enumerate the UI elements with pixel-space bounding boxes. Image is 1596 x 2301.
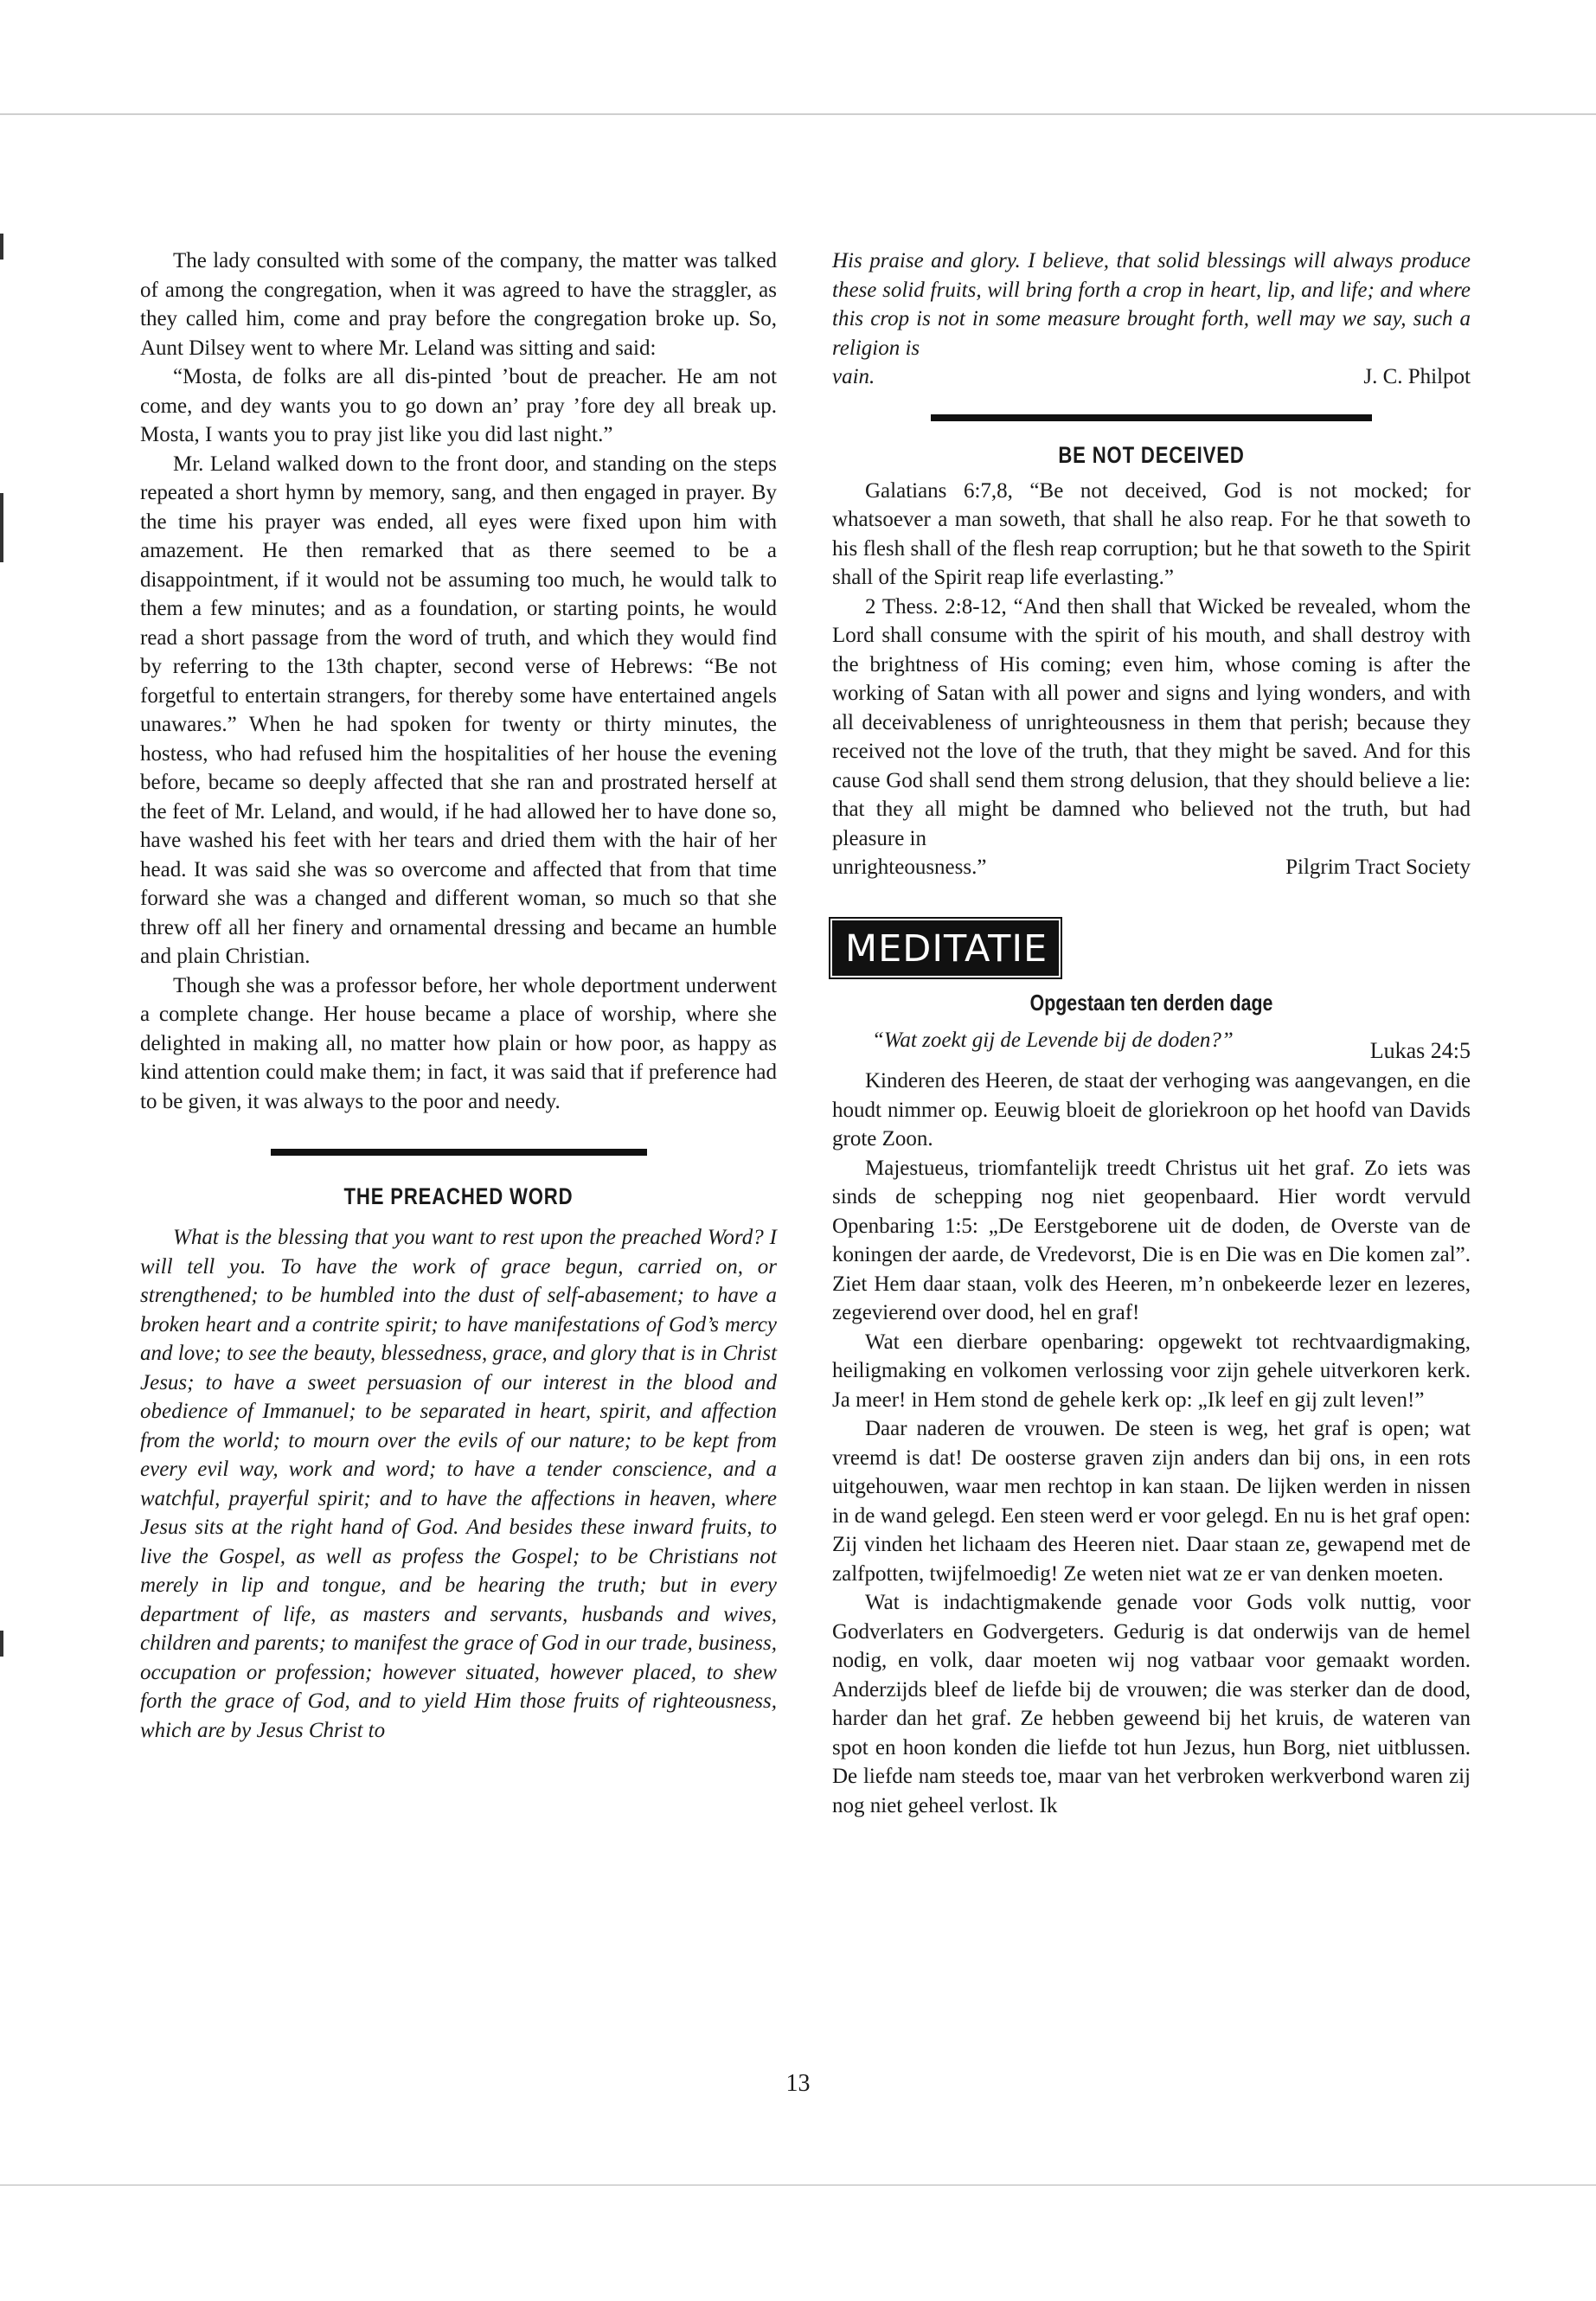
paragraph: Though she was a professor before, her whole deportment underwent a complete change. Her house became a place of worship, where she delighted in making all, no matter how plain or how poor, as happy as kind attention could make them; in fact, it was said that if preference had to be given, it was always to the poor and needy. [140,973,777,1113]
paragraph: Wat een dierbare openbaring: opgewekt tot rechtvaardigmaking, heiligmaking en volkomen verlossing voor zijn gehele uitverkoren kerk. Ja meer! in Hem stond de gehele kerk op: „Ik leef en gij zult leven!” [832,1330,1471,1412]
italic-paragraph: What is the blessing that you want to rest upon the preached Word? I will tell you. To have the work of grace begun, carried on, or strengthened; to be humbled into the dust of self-abasement; to have a broken heart and a contrite spirit; to have manifestations of God’s mercy and love; to see the beauty, blessedness, grace, and glory that is in Christ Jesus; to have a sweet persuasion of our interest in the blood and obedience of Immanuel; to be separated in heart, spirit, and affection from the world; to mourn over the evils of our nature; to be kept from every evil way, work and word; to have a tender conscience, and a watchful, prayerful spirit; and to have the affections in heaven, where Jesus sits at the right hand of God. And besides these inward fruits, to live the Gospel, as well as profess the Gospel; to be Christians not merely in lip and tongue, and be hearing the truth; but in every department of life, as masters and servants, husbands and wives, children and parents; to manifest the grace of God in our trade, business, occupation or profession; however situated, however placed, to shew forth the grace of God, and to yield Him those fruits of righteousness, which are by Jesus Christ to [140,1226,778,1742]
paragraph: Kinderen des Heeren, de staat der verhoging was aangevangen, en die houdt nimmer op. Eeuwig bloeit de gloriekroon op het hoofd van Davids grote Zoon. [832,1069,1471,1150]
paragraph: Daar naderen de vrouwen. De steen is weg, het graf is open; wat vreemd is dat! De oosterse graven zijn anders dan bij ons, in een rots uitgehouwen, waar men rechtop in kan staan. De lijken werden in nissen in de wand gelegd. Een steen werd er voor gelegd. En nu is het graf open: Zij vinden het lichaam des Heeren niet. Daar staan ze, gewapend met de zalfpotten, twijfelmoedig! Ze weten niet wat ze er van denken moeten. [832,1417,1471,1586]
attribution-line [832,362,1471,392]
italic-last-word: vain. [832,365,875,388]
section-heading-preached-word: THE PREACHED WORD [343,1183,574,1209]
paragraph: 2 Thess. 2:8-12, “And then shall that Wicked be revealed, whom the Lord shall consume with the spirit of his mouth, and shall destroy with the brightness of His coming; even him, whose coming is after the working of Satan with all power and signs and lying wonders, and with all deceivableness of unrighteousness in them that perish; because they received not the love of the truth, that they might be saved. And for this cause God shall send them strong delusion, that they should believe a lie: that they all might be damned who believed not the truth, but had pleasure in [832,594,1471,850]
italic-continuation: His praise and glory. I believe, that solid blessings will always produce these solid fruits, will bring forth a crop in heart, lip, and life; and where this crop is not in some measure brought forth, well may we say, such a religion is [832,249,1471,360]
meditation-title: Opgestaan ten derden dage [1029,989,1273,1016]
right-column [832,247,1471,1820]
scan-edge-mark [0,234,3,260]
left-column [140,247,777,1745]
quote-reference: Lukas 24:5 [1369,1037,1471,1063]
meditatie-banner: MEDITATIE [832,920,1059,976]
section-divider [931,414,1372,421]
scan-top-edge [0,113,1596,115]
section-heading-be-not-deceived: BE NOT DECEIVED [1058,441,1245,468]
paragraph: Majestueus, triomfantelijk treedt Christus uit het graf. Zo iets was sinds de schepping nog niet geopenbaard. Hier wordt vervuld Openbaring 1:5: „De Eerstgeborene uit de doden, de Overste van de koningen der aarde, de Vredevorst, Die is en Die was en Die komen zal”. Ziet Hem daar staan, volk des Heeren, m’n onbekeerde lezer en lezeres, zegevierend over dood, hel en graf! [832,1156,1471,1324]
section-divider [271,1149,647,1156]
attribution: J. C. Philpot [1363,365,1471,388]
scan-edge-mark [0,1631,3,1657]
paragraph: The lady consulted with some of the company, the matter was talked of among the congregation, when it was agreed to have the straggler, as they called him, come and pray before the congregation broke up. So, Aunt Dilsey went to where Mr. Leland was sitting and said: [140,249,777,360]
paragraph: “Mosta, de folks are all dis-pinted ’bout de preacher. He am not come, and dey wants you to go down an’ pray ’fore dey all break up. Mosta, I wants you to pray jist like you did last night.” [140,365,777,446]
scan-bottom-edge [0,2184,1596,2186]
scripture-quote [832,1026,1471,1063]
scan-edge-mark [0,493,3,562]
quote-text: “Wat zoekt gij de Levende bij de doden?” [872,1028,1234,1052]
paragraph: Mr. Leland walked down to the front door, and standing on the steps repeated a short hymn by memory, sang, and then engaged in prayer. By the time his prayer was ended, all eyes were fixed upon him with amazement. He then remarked that as there seemed to be a disappointment, if it would not be assuming too much, he would talk to them a few minutes; and as a foundation, or starting points, he would read a short passage from the word of truth, and which they would find by referring to the 13th chapter, second verse of Hebrews: “Be not forgetful to entertain strangers, for thereby some have entertained angels unawares.” When he had spoken for twenty or thirty minutes, the hostess, who had refused him the hospitalities of her house the evening before, became so deeply affected that she ran and prostrated herself at the feet of Mr. Leland, and would, if he had allowed her to have done so, have washed his feet with her tears and dried them with the hair of her head. It was said she was so overcome and affected that from that time forward she was a changed and different woman, so much so that she threw off all her finery and ornamental dressing and became an humble and plain Christian. [140,452,777,968]
paragraph: Galatians 6:7,8, “Be not deceived, God is not mocked; for whatsoever a man soweth, that shall he also reap. For he that soweth to his flesh shall of the flesh reap corruption; but he that soweth to the Spirit shall of the Spirit reap life everlasting.” [832,478,1471,589]
attribution: Pilgrim Tract Society [1285,856,1471,879]
attribution-line [832,853,1471,882]
paragraph-last-line: unrighteousness.” [832,856,987,879]
paragraph: Wat is indachtigmakende genade voor Gods volk nuttig, voor Godverlaters en Godvergeters. Gedurig is dat onderwijs van de hemel nodig, en volk, daar moeten wij nog vatbaar voor gemaakt worden. Anderzijds bleef de liefde bij de vrouwen; die was sterker dan de dood, harder dan het graf. Ze hebben geweend bij het kruis, de wateren van spot en hoon konden die liefde tot hun Jezus, hun Borg, niet uitblussen. De liefde nam steeds toe, maar van het verbroken werkverbond waren zij nog niet geheel verlost. Ik [832,1591,1471,1817]
page-number: 13 [785,2070,811,2097]
